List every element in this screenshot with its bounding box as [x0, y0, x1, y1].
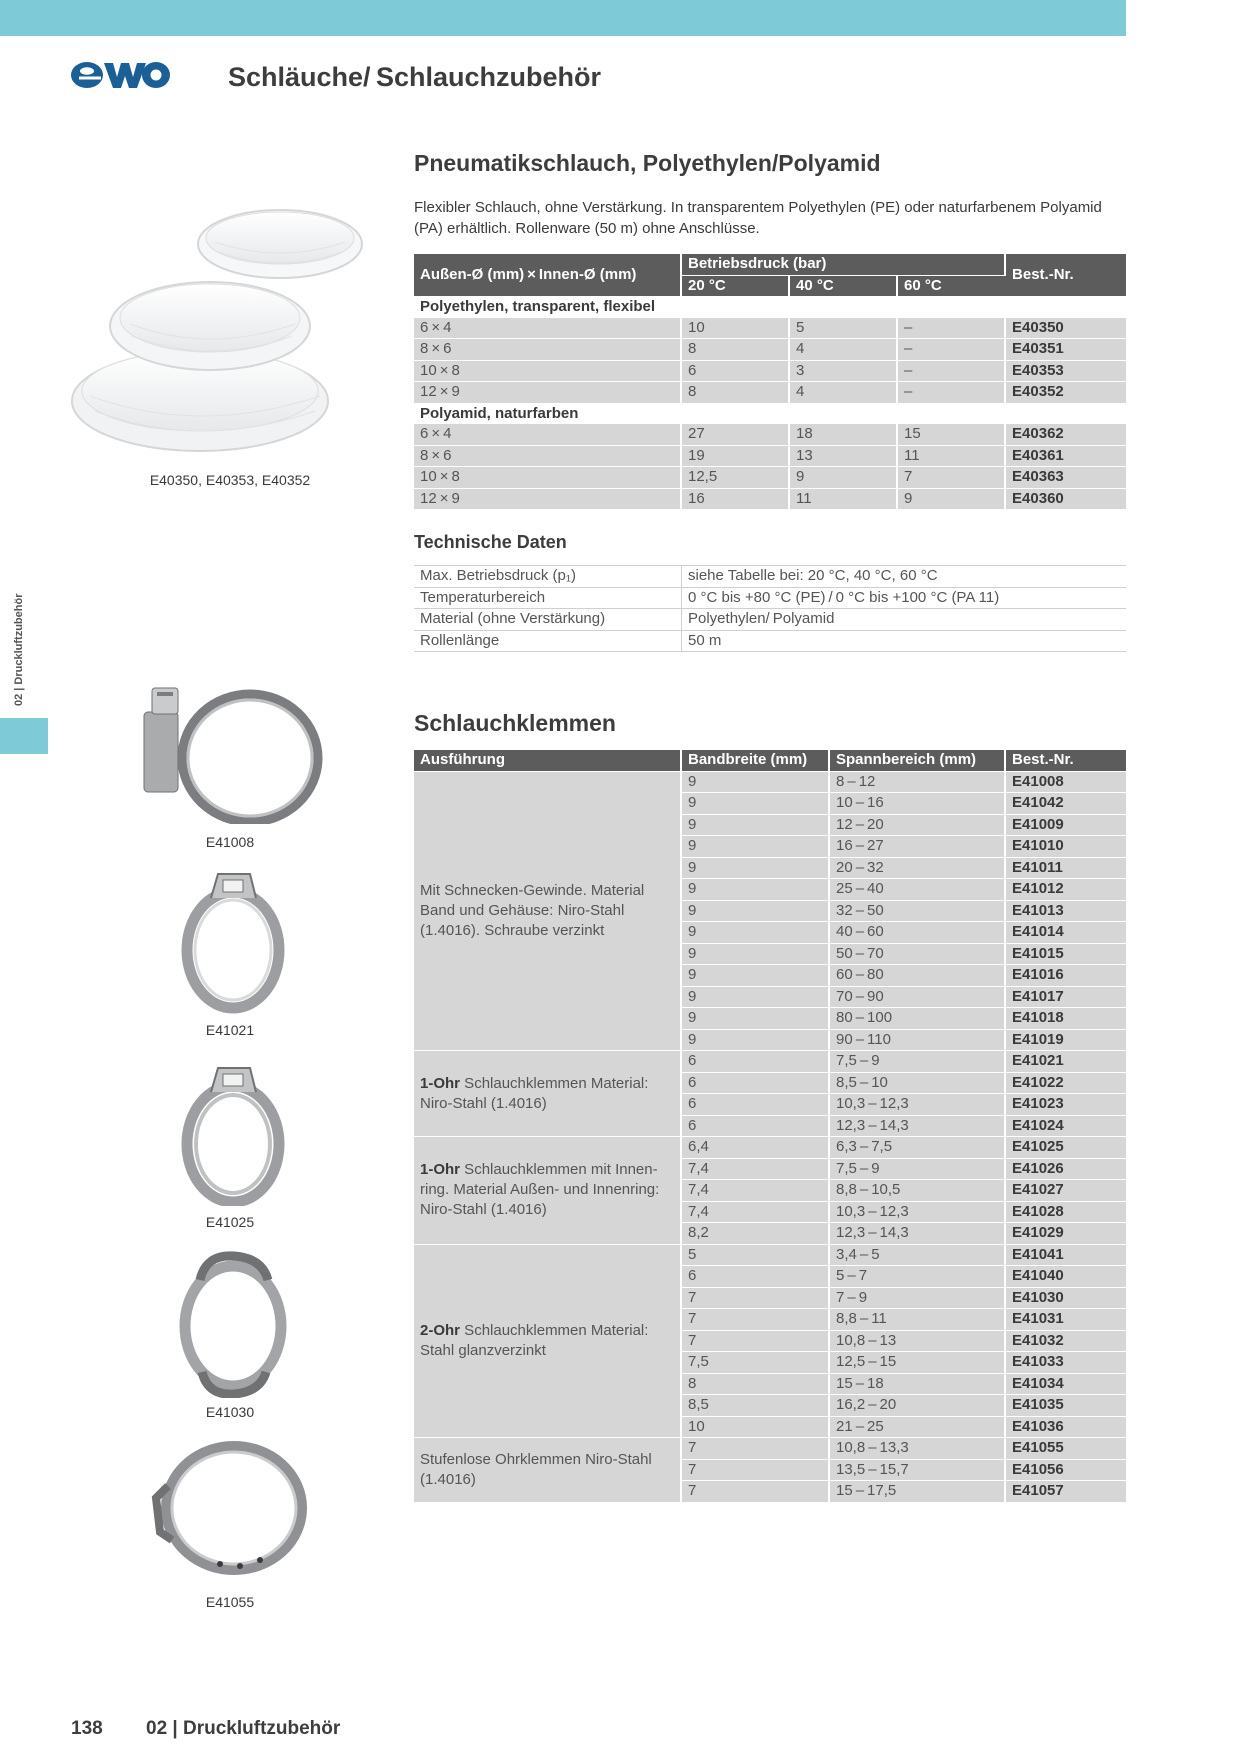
table-cell: 8 [682, 382, 790, 404]
tech-label: Max. Betriebsdruck (p₁) [414, 565, 682, 588]
clamp-range: 20 – 32 [830, 858, 1006, 880]
col-type-header: Ausführung [414, 750, 682, 772]
band-width: 9 [682, 1008, 830, 1030]
band-width: 5 [682, 1245, 830, 1267]
clamp-range: 10,3 – 12,3 [830, 1202, 1006, 1224]
tech-data-table [414, 565, 1126, 652]
band-width: 8,2 [682, 1223, 830, 1245]
table-cell: 7 [898, 467, 1006, 489]
tech-value: 50 m [682, 631, 1126, 653]
band-width: 8 [682, 1374, 830, 1396]
order-number: E40363 [1006, 467, 1126, 489]
table-cell: 8 [682, 339, 790, 361]
table-cell: 6 × 4 [414, 318, 682, 340]
table-row [414, 361, 1126, 383]
order-number: E41023 [1006, 1094, 1126, 1116]
table-cell: 10 × 8 [414, 467, 682, 489]
band-width: 6 [682, 1116, 830, 1138]
clamp-range: 6,3 – 7,5 [830, 1137, 1006, 1159]
band-width: 7 [682, 1460, 830, 1482]
order-number: E41013 [1006, 901, 1126, 923]
table-row [414, 318, 1126, 340]
klemmen-table [414, 750, 1126, 1503]
band-width: 9 [682, 922, 830, 944]
clamp-caption-1: E41008 [205, 834, 255, 850]
table-cell: 18 [790, 424, 898, 446]
order-number: E41031 [1006, 1309, 1126, 1331]
band-width: 7 [682, 1438, 830, 1460]
clamp-range: 15 – 18 [830, 1374, 1006, 1396]
clamp-range: 12,3 – 14,3 [830, 1223, 1006, 1245]
clamp-range: 10,8 – 13 [830, 1331, 1006, 1353]
band-width: 9 [682, 772, 830, 794]
table-cell: 4 [790, 382, 898, 404]
order-number: E41026 [1006, 1159, 1126, 1181]
table-cell: – [898, 318, 1006, 340]
col-40c-header: 40 °C [790, 276, 898, 298]
clamp-type-text: Stufenlose Ohrklemmen Niro-Stahl (1.4016) [420, 1450, 652, 1488]
table-cell: 3 [790, 361, 898, 383]
order-number: E40360 [1006, 489, 1126, 511]
klemmen-title: Schlauchklemmen [414, 710, 616, 736]
band-width: 10 [682, 1417, 830, 1439]
tech-row [414, 609, 1126, 631]
col-20c-header: 20 °C [682, 276, 790, 298]
clamp-description [414, 772, 682, 1052]
clamp-type-bold: 1-Ohr [420, 1074, 461, 1092]
band-width: 9 [682, 965, 830, 987]
order-number: E41035 [1006, 1395, 1126, 1417]
table-row [414, 1245, 1126, 1267]
pneumatik-title: Pneumatikschlauch, Polyethylen/Polyamid [414, 150, 881, 176]
order-number: E41010 [1006, 836, 1126, 858]
col-60c-header: 60 °C [898, 276, 1006, 298]
order-number: E41014 [1006, 922, 1126, 944]
table-cell: 8 × 6 [414, 446, 682, 468]
clamp-description [414, 1137, 682, 1245]
clamp-type-text: Schlauchklemmen Material: Stahl glanzverzinkt [420, 1321, 649, 1359]
order-number: E41018 [1006, 1008, 1126, 1030]
order-number: E41055 [1006, 1438, 1126, 1460]
order-number: E41034 [1006, 1374, 1126, 1396]
clamp-range: 8 – 12 [830, 772, 1006, 794]
one-ear-clamp-image [178, 868, 288, 1014]
order-number: E40352 [1006, 382, 1126, 404]
order-number: E41029 [1006, 1223, 1126, 1245]
order-number: E40351 [1006, 339, 1126, 361]
band-width: 7,4 [682, 1159, 830, 1181]
page-number: 138 [71, 1718, 103, 1739]
clamp-range: 8,5 – 10 [830, 1073, 1006, 1095]
clamp-range: 40 – 60 [830, 922, 1006, 944]
order-number: E41022 [1006, 1073, 1126, 1095]
table-cell: 15 [898, 424, 1006, 446]
band-width: 9 [682, 901, 830, 923]
side-section-tab [0, 718, 48, 754]
order-number: E41057 [1006, 1481, 1126, 1503]
clamp-range: 60 – 80 [830, 965, 1006, 987]
clamp-range: 7,5 – 9 [830, 1051, 1006, 1073]
table-cell: 9 [898, 489, 1006, 511]
one-ear-clamp-inner-ring-image [178, 1060, 288, 1206]
pneumatik-description: Flexibler Schlauch, ohne Verstärkung. In transparentem Polyethylen (PE) oder naturfarbenem Polyamid (PA) erhältlich. Rollenware (50 m) ohne Anschlüsse. [414, 199, 1102, 237]
order-number: E40353 [1006, 361, 1126, 383]
table-cell: 11 [790, 489, 898, 511]
order-number: E41019 [1006, 1030, 1126, 1052]
order-number: E41036 [1006, 1417, 1126, 1439]
clamp-range: 13,5 – 15,7 [830, 1460, 1006, 1482]
clamp-description [414, 1245, 682, 1439]
table-row [414, 772, 1126, 794]
table-cell: 6 × 4 [414, 424, 682, 446]
table-row [414, 446, 1126, 468]
col-order-header: Best.-Nr. [1006, 254, 1126, 297]
band-width: 6 [682, 1051, 830, 1073]
band-width: 9 [682, 879, 830, 901]
table-row [414, 1051, 1126, 1073]
side-section-label: 02 | Druckluftzubehör [13, 593, 25, 706]
clamp-range: 21 – 25 [830, 1417, 1006, 1439]
clamp-range: 16,2 – 20 [830, 1395, 1006, 1417]
clamp-type-text: Schlauchklemmen Material: Niro-Stahl (1.4016) [420, 1074, 649, 1112]
two-ear-clamp-image [176, 1250, 290, 1398]
clamp-type-bold: 2-Ohr [420, 1321, 461, 1339]
tech-value: Polyethylen/ Polyamid [682, 609, 1126, 631]
band-width: 9 [682, 1030, 830, 1052]
order-number: E41025 [1006, 1137, 1126, 1159]
col-order-header-klemmen: Best.-Nr. [1006, 750, 1126, 772]
clamp-type-text: Schlauchklemmen mit Innen-ring. Material Außen- und Innenring: Niro-Stahl (1.4016) [420, 1161, 660, 1219]
tech-value: 0 °C bis +80 °C (PE) / 0 °C bis +100 °C (PA 11) [682, 588, 1126, 610]
clamp-caption-4: E41030 [205, 1404, 255, 1420]
order-number: E41009 [1006, 815, 1126, 837]
table-cell: – [898, 361, 1006, 383]
group-heading: Polyethylen, transparent, flexibel [414, 297, 1126, 318]
tech-row [414, 565, 1126, 588]
clamp-range: 32 – 50 [830, 901, 1006, 923]
table-cell: 16 [682, 489, 790, 511]
order-number: E40362 [1006, 424, 1126, 446]
table-row [414, 467, 1126, 489]
order-number: E40361 [1006, 446, 1126, 468]
clamp-range: 7 – 9 [830, 1288, 1006, 1310]
order-number: E41016 [1006, 965, 1126, 987]
band-width: 9 [682, 815, 830, 837]
col-range-header: Spannbereich (mm) [830, 750, 1006, 772]
band-width: 7 [682, 1481, 830, 1503]
tech-row [414, 588, 1126, 610]
order-number: E41017 [1006, 987, 1126, 1009]
clamp-range: 10,8 – 13,3 [830, 1438, 1006, 1460]
order-number: E41033 [1006, 1352, 1126, 1374]
order-number: E41040 [1006, 1266, 1126, 1288]
table-cell: 27 [682, 424, 790, 446]
band-width: 8,5 [682, 1395, 830, 1417]
table-cell: 4 [790, 339, 898, 361]
band-width: 6 [682, 1073, 830, 1095]
clamp-caption-3: E41025 [205, 1214, 255, 1230]
hose-coils-image [70, 196, 392, 464]
table-row [414, 424, 1126, 446]
top-accent-bar [0, 0, 1126, 36]
clamp-range: 3,4 – 5 [830, 1245, 1006, 1267]
table-cell: 5 [790, 318, 898, 340]
table-row [414, 382, 1126, 404]
band-width: 7,4 [682, 1180, 830, 1202]
clamp-range: 10,3 – 12,3 [830, 1094, 1006, 1116]
table-cell: 12 × 9 [414, 382, 682, 404]
pneumatik-table [414, 254, 1126, 510]
ewo-logo [70, 56, 170, 94]
table-cell: 19 [682, 446, 790, 468]
table-row [414, 1137, 1126, 1159]
clamp-description [414, 1438, 682, 1503]
tech-row [414, 631, 1126, 653]
tech-data-title: Technische Daten [414, 532, 567, 552]
table-cell: – [898, 382, 1006, 404]
page-title: Schläuche/ Schlauchzubehör [228, 62, 601, 92]
table-cell: 13 [790, 446, 898, 468]
band-width: 6 [682, 1094, 830, 1116]
clamp-range: 25 – 40 [830, 879, 1006, 901]
clamp-description [414, 1051, 682, 1137]
band-width: 9 [682, 793, 830, 815]
table-cell: 12 × 9 [414, 489, 682, 511]
tech-label: Material (ohne Verstärkung) [414, 609, 682, 631]
col-pressure-header: Betriebsdruck (bar) [682, 254, 1006, 276]
col-dims-header: Außen-Ø (mm) × Innen-Ø (mm) [414, 254, 682, 297]
clamp-caption-5: E41055 [205, 1594, 255, 1610]
clamp-range: 16 – 27 [830, 836, 1006, 858]
clamp-range: 10 – 16 [830, 793, 1006, 815]
band-width: 7,5 [682, 1352, 830, 1374]
clamp-range: 50 – 70 [830, 944, 1006, 966]
band-width: 9 [682, 987, 830, 1009]
table-cell: 6 [682, 361, 790, 383]
order-number: E41030 [1006, 1288, 1126, 1310]
clamp-range: 80 – 100 [830, 1008, 1006, 1030]
table-cell: – [898, 339, 1006, 361]
band-width: 9 [682, 858, 830, 880]
band-width: 6,4 [682, 1137, 830, 1159]
band-width: 7 [682, 1288, 830, 1310]
order-number: E41032 [1006, 1331, 1126, 1353]
order-number: E41056 [1006, 1460, 1126, 1482]
order-number: E41008 [1006, 772, 1126, 794]
clamp-type-text: Mit Schnecken-Gewinde. Material Band und Gehäuse: Niro-Stahl (1.4016). Schraube verzinkt [420, 881, 645, 939]
worm-drive-clamp-image [138, 682, 328, 824]
clamp-caption-2: E41021 [205, 1022, 255, 1038]
band-width: 9 [682, 944, 830, 966]
table-row [414, 339, 1126, 361]
order-number: E41041 [1006, 1245, 1126, 1267]
order-number: E41027 [1006, 1180, 1126, 1202]
clamp-range: 5 – 7 [830, 1266, 1006, 1288]
table-cell: 10 [682, 318, 790, 340]
group-heading: Polyamid, naturfarben [414, 404, 1126, 425]
order-number: E41015 [1006, 944, 1126, 966]
clamp-range: 12 – 20 [830, 815, 1006, 837]
order-number: E41028 [1006, 1202, 1126, 1224]
table-cell: 11 [898, 446, 1006, 468]
stepless-ear-clamp-image [150, 1436, 310, 1588]
clamp-type-bold: 1-Ohr [420, 1161, 461, 1179]
table-row [414, 489, 1126, 511]
band-width: 7 [682, 1331, 830, 1353]
tech-label: Rollenlänge [414, 631, 682, 653]
table-cell: 9 [790, 467, 898, 489]
order-number: E40350 [1006, 318, 1126, 340]
table-cell: 12,5 [682, 467, 790, 489]
order-number: E41011 [1006, 858, 1126, 880]
clamp-range: 12,5 – 15 [830, 1352, 1006, 1374]
col-band-header: Bandbreite (mm) [682, 750, 830, 772]
clamp-range: 8,8 – 11 [830, 1309, 1006, 1331]
band-width: 7 [682, 1309, 830, 1331]
band-width: 6 [682, 1266, 830, 1288]
tech-label: Temperaturbereich [414, 588, 682, 610]
clamp-range: 8,8 – 10,5 [830, 1180, 1006, 1202]
band-width: 7,4 [682, 1202, 830, 1224]
table-cell: 8 × 6 [414, 339, 682, 361]
clamp-range: 90 – 110 [830, 1030, 1006, 1052]
clamp-range: 12,3 – 14,3 [830, 1116, 1006, 1138]
order-number: E41024 [1006, 1116, 1126, 1138]
table-cell: 10 × 8 [414, 361, 682, 383]
tech-value: siehe Tabelle bei: 20 °C, 40 °C, 60 °C [682, 565, 1126, 588]
hose-image-caption: E40350, E40353, E40352 [149, 472, 311, 488]
band-width: 9 [682, 836, 830, 858]
clamp-range: 15 – 17,5 [830, 1481, 1006, 1503]
table-row [414, 1438, 1126, 1460]
clamp-range: 7,5 – 9 [830, 1159, 1006, 1181]
footer-section: 02 | Druckluftzubehör [146, 1718, 341, 1739]
order-number: E41042 [1006, 793, 1126, 815]
clamp-range: 70 – 90 [830, 987, 1006, 1009]
order-number: E41021 [1006, 1051, 1126, 1073]
order-number: E41012 [1006, 879, 1126, 901]
